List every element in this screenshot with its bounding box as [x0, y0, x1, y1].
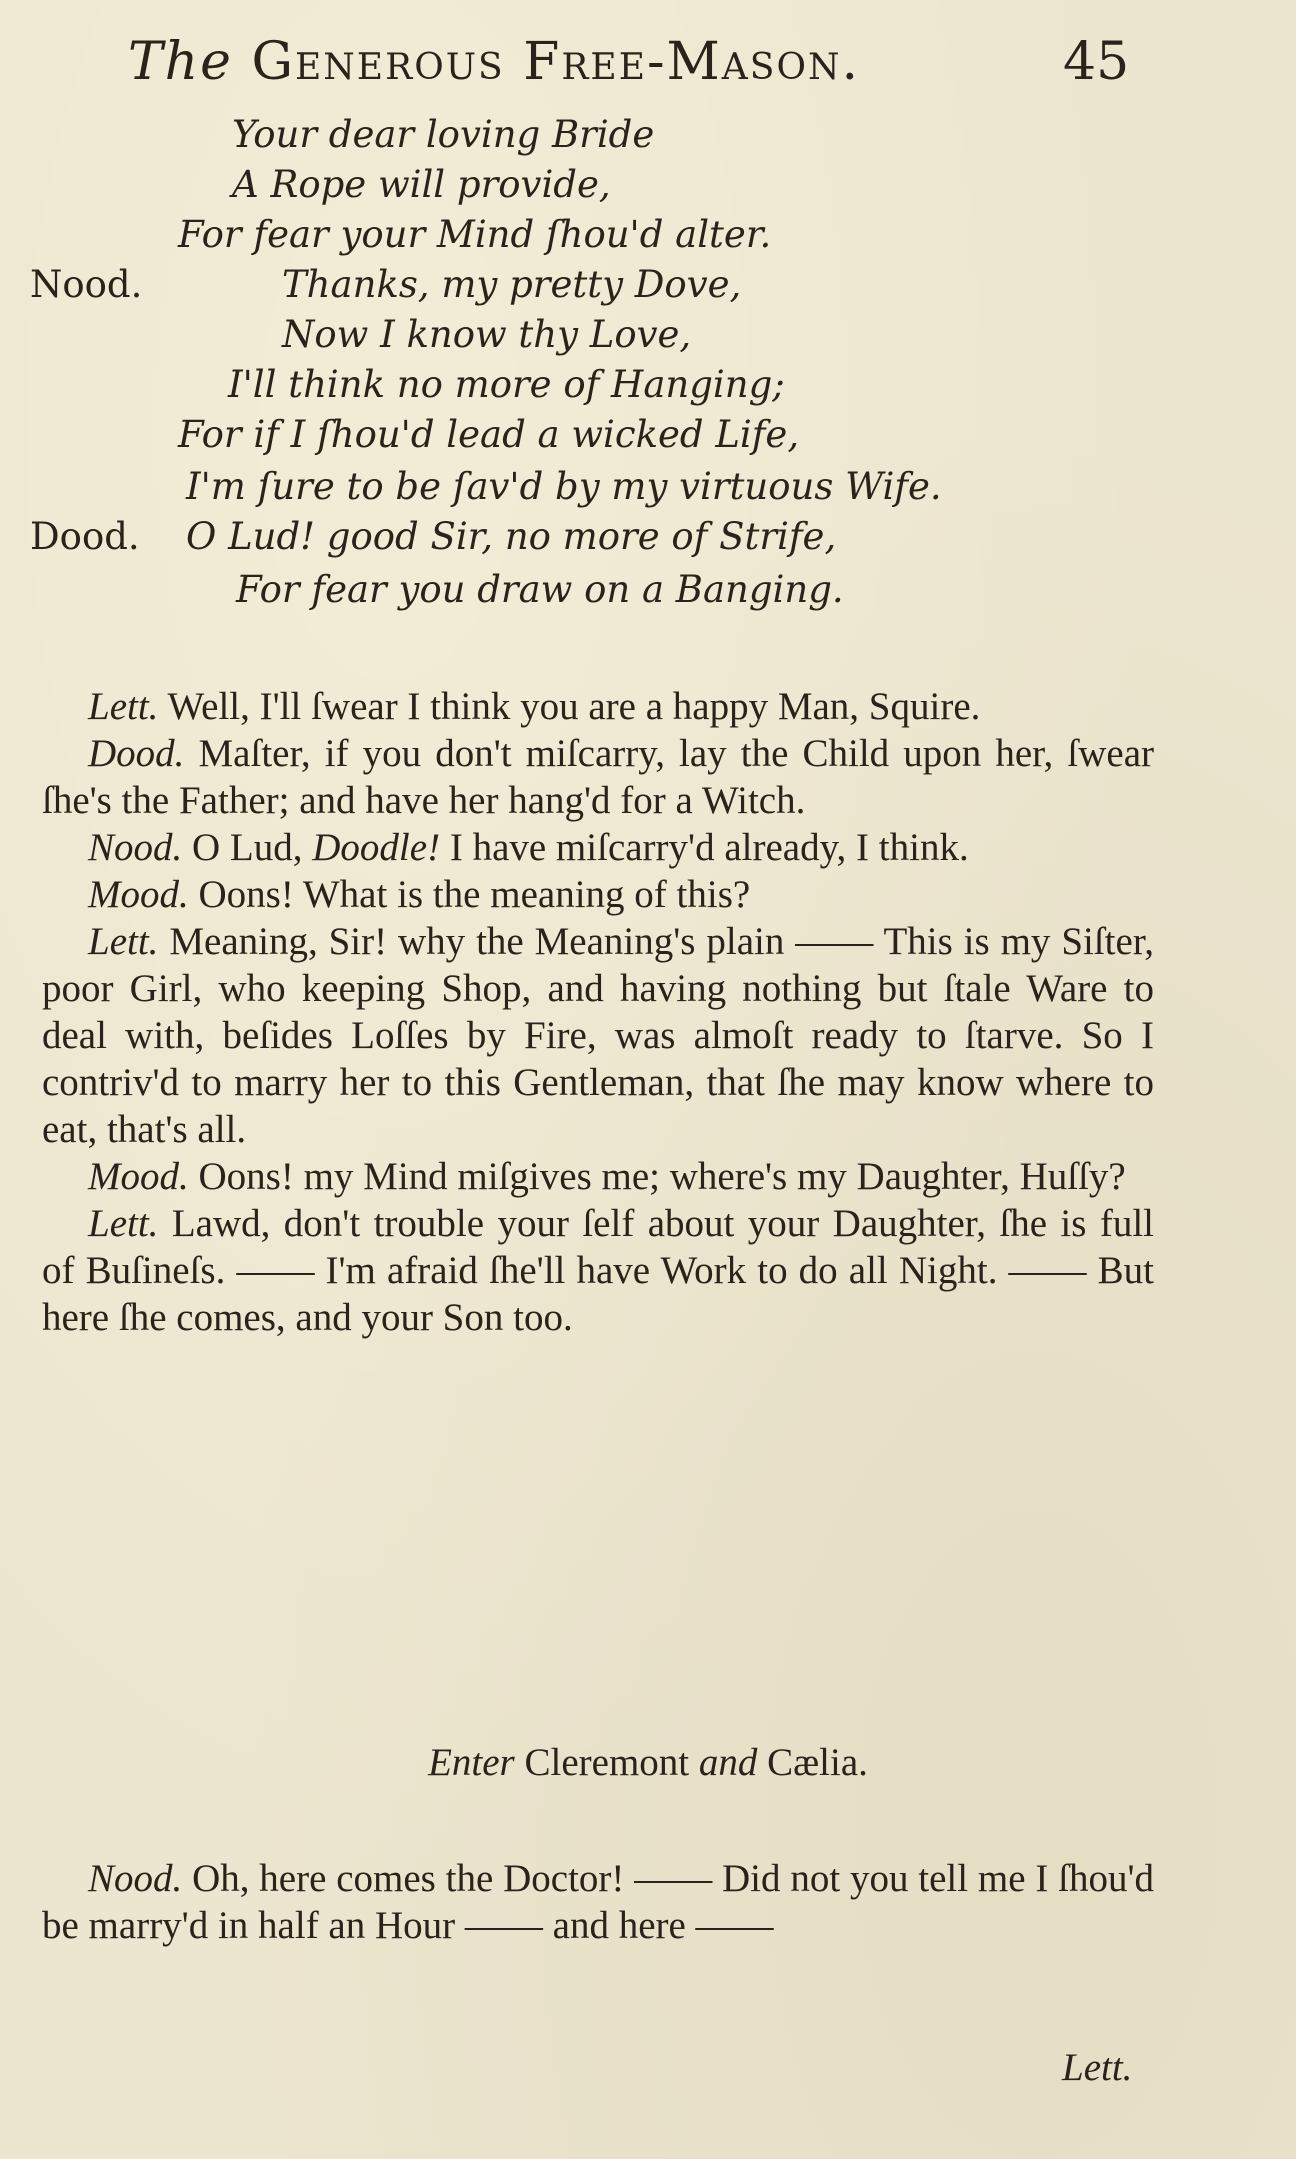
- stage-direction: [0, 1740, 1296, 1785]
- speech-italic: Doodle!: [312, 826, 441, 869]
- song-line: I'll think no more of Hanging;: [228, 363, 785, 406]
- speaker-name: Lett.: [88, 1202, 159, 1245]
- speaker-name: Mood.: [88, 1155, 189, 1198]
- speech-text: I have miſcarry'd already, I think.: [449, 826, 969, 869]
- speech-text: Oh, here comes the Doctor! —— Did not you tell me I ſhou'd be marry'd in half an Hour —— and here ——: [42, 1857, 1155, 1947]
- stage-and: and: [698, 1741, 758, 1784]
- speaker-name: Nood.: [88, 826, 183, 869]
- song-line: O Lud! good Sir, no more of Strife,: [186, 515, 837, 558]
- song-speaker: Nood.: [30, 263, 143, 306]
- song-line: For if I ſhou'd lead a wicked Life,: [178, 413, 800, 456]
- dialogue-paragraph: [42, 730, 1154, 824]
- speech-text: O Lud,: [192, 826, 303, 869]
- speaker-name: Dood.: [88, 732, 185, 775]
- song-line: For fear your Mind ſhou'd alter.: [178, 213, 772, 256]
- song-speaker: Dood.: [30, 515, 140, 558]
- song-line: For fear you draw on a Banging.: [236, 568, 844, 611]
- speaker-name: Lett.: [88, 920, 159, 963]
- running-title-the: The: [128, 32, 233, 92]
- speaker-name: Lett.: [88, 685, 159, 728]
- speech-text: Lawd, don't trouble your ſelf about your Daughter, ſhe is full of Buſineſs. —— I'm afraid ſhe'll have Work to do all Night. —— But here ſhe comes, and your Son too.: [42, 1202, 1154, 1339]
- dialogue-paragraph: [42, 824, 1154, 871]
- speaker-name: Mood.: [88, 873, 189, 916]
- dialogue-paragraph: [42, 1855, 1154, 1949]
- dialogue-paragraph: [42, 871, 1154, 918]
- dialogue-paragraph: [42, 1200, 1154, 1341]
- dialogue-block: [42, 683, 1154, 1341]
- song-line: I'm ſure to be ſav'd by my virtuous Wife.: [186, 465, 942, 508]
- stage-name: Cælia.: [767, 1741, 868, 1784]
- running-title: [128, 32, 860, 92]
- song-line: A Rope will provide,: [232, 163, 611, 206]
- speech-text: Oons! my Mind miſgives me; where's my Daughter, Huſſy?: [198, 1155, 1126, 1198]
- song-line: Your dear loving Bride: [232, 113, 655, 156]
- song-line: Now I know thy Love,: [282, 313, 692, 356]
- dialogue-paragraph: [42, 918, 1154, 1153]
- stage-name: Cleremont: [524, 1741, 690, 1784]
- speech-text: Meaning, Sir! why the Meaning's plain —— This is my Siſter, poor Girl, who keeping Shop, and having nothing but ſtale Ware to deal with, beſides Loſſes by Fire, was almoſt ready to ſtarve. So I contriv'd to marry her to this Gentleman, that ſhe may know where to eat, that's all.: [42, 920, 1155, 1151]
- dialogue-paragraph: [42, 683, 1154, 730]
- page-number: 45: [1063, 32, 1130, 92]
- running-title-main: Generous Free-Mason.: [251, 32, 860, 92]
- song-line: Thanks, my pretty Dove,: [282, 263, 742, 306]
- page-header: [0, 22, 1296, 102]
- dialogue-paragraph: [42, 1153, 1154, 1200]
- speech-text: Maſter, if you don't miſcarry, lay the Child upon her, ſwear ſhe's the Father; and have her hang'd for a Witch.: [42, 732, 1154, 822]
- speech-text: Well, I'll ſwear I think you are a happy Man, Squire.: [167, 685, 981, 728]
- catchword: Lett.: [1062, 2046, 1133, 2089]
- dialogue-block-2: [42, 1855, 1154, 1949]
- stage-enter: Enter: [428, 1741, 515, 1784]
- speech-text: Oons! What is the meaning of this?: [198, 873, 751, 916]
- speaker-name: Nood.: [88, 1857, 183, 1900]
